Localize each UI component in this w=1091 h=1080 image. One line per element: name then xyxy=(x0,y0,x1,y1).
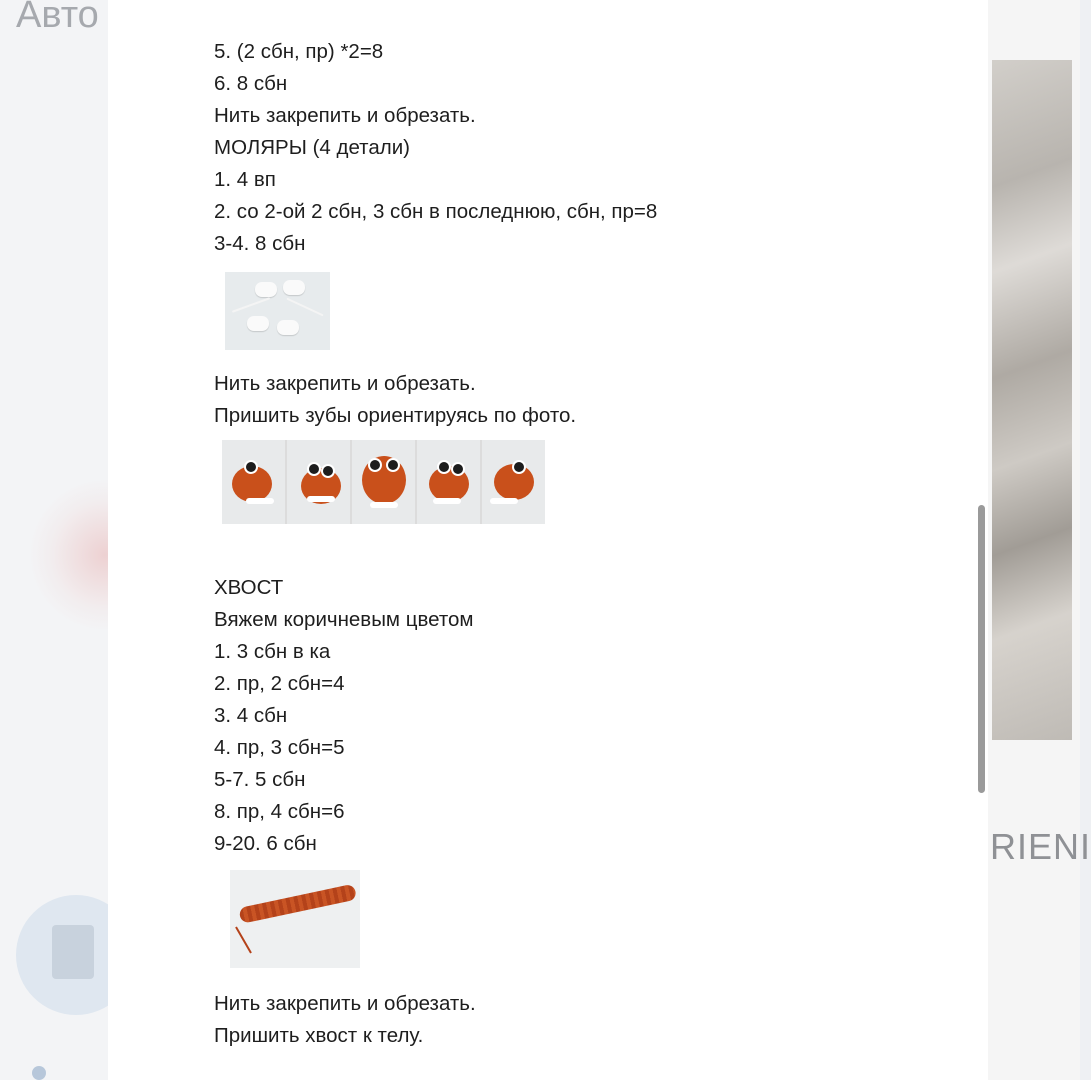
dog-eye xyxy=(437,460,451,474)
dog-teeth xyxy=(490,498,518,504)
dog-eye xyxy=(512,460,526,474)
pattern-line: 5. (2 сбн, пр) *2=8 xyxy=(214,40,384,63)
dog-head-photo xyxy=(482,440,545,524)
yarn-thread xyxy=(235,927,252,954)
molar-piece xyxy=(283,280,305,295)
pattern-line: 9-20. 6 сбн xyxy=(214,832,317,855)
section-heading-molars: МОЛЯРЫ (4 детали) xyxy=(214,136,410,159)
pattern-line: 5-7. 5 сбн xyxy=(214,768,306,791)
dog-teeth xyxy=(433,498,461,504)
dog-teeth xyxy=(246,498,274,504)
dog-eye xyxy=(321,464,335,478)
pattern-line: 1. 4 вп xyxy=(214,168,276,191)
yarn-thread xyxy=(286,298,323,317)
pattern-line: Нить закрепить и обрезать. xyxy=(214,372,476,395)
pattern-line: 2. пр, 2 сбн=4 xyxy=(214,672,345,695)
pattern-line: Нить закрепить и обрезать. xyxy=(214,992,476,1015)
vertical-scrollbar[interactable] xyxy=(978,505,985,793)
dog-head-photo xyxy=(222,440,285,524)
pattern-line: Нить закрепить и обрезать. xyxy=(214,104,476,127)
section-heading-tail: ХВОСТ xyxy=(214,576,284,599)
pattern-line: 3-4. 8 сбн xyxy=(214,232,306,255)
dog-teeth xyxy=(307,496,335,502)
yarn-thread xyxy=(232,297,270,313)
crochet-tail xyxy=(238,884,357,924)
dog-head-photo xyxy=(352,440,415,524)
dog-head-photo xyxy=(417,440,480,524)
molar-piece xyxy=(277,320,299,335)
pattern-line: 2. со 2-ой 2 сбн, 3 сбн в последнюю, сбн, пр=8 xyxy=(214,200,658,223)
pattern-line: Пришить хвост к телу. xyxy=(214,1024,424,1047)
background-side-text: RIENI xyxy=(990,826,1091,867)
pattern-line: Вяжем коричневым цветом xyxy=(214,608,474,631)
tail-photo[interactable] xyxy=(230,870,360,968)
dog-teeth xyxy=(370,502,398,508)
pattern-line: 6. 8 сбн xyxy=(214,72,288,95)
pattern-line: 8. пр, 4 сбн=6 xyxy=(214,800,345,823)
dog-head-photos[interactable] xyxy=(222,440,544,524)
dog-eye xyxy=(386,458,400,472)
pattern-line: 1. 3 сбн в ка xyxy=(214,640,331,663)
dog-eye xyxy=(368,458,382,472)
pattern-line: 3. 4 сбн xyxy=(214,704,288,727)
molar-piece xyxy=(255,282,277,297)
document-icon xyxy=(52,925,94,979)
dog-eye xyxy=(307,462,321,476)
molar-piece xyxy=(247,316,269,331)
dog-eye xyxy=(451,462,465,476)
background-page-title: Авто xyxy=(16,0,99,36)
dog-eye xyxy=(244,460,258,474)
dog-head-photo xyxy=(287,440,350,524)
pattern-line: Пришить зубы ориентируясь по фото. xyxy=(214,404,577,427)
background-photo xyxy=(992,60,1072,740)
pattern-line: 4. пр, 3 сбн=5 xyxy=(214,736,345,759)
molars-photo[interactable] xyxy=(225,272,330,350)
background-bullet-dot xyxy=(32,1066,46,1080)
